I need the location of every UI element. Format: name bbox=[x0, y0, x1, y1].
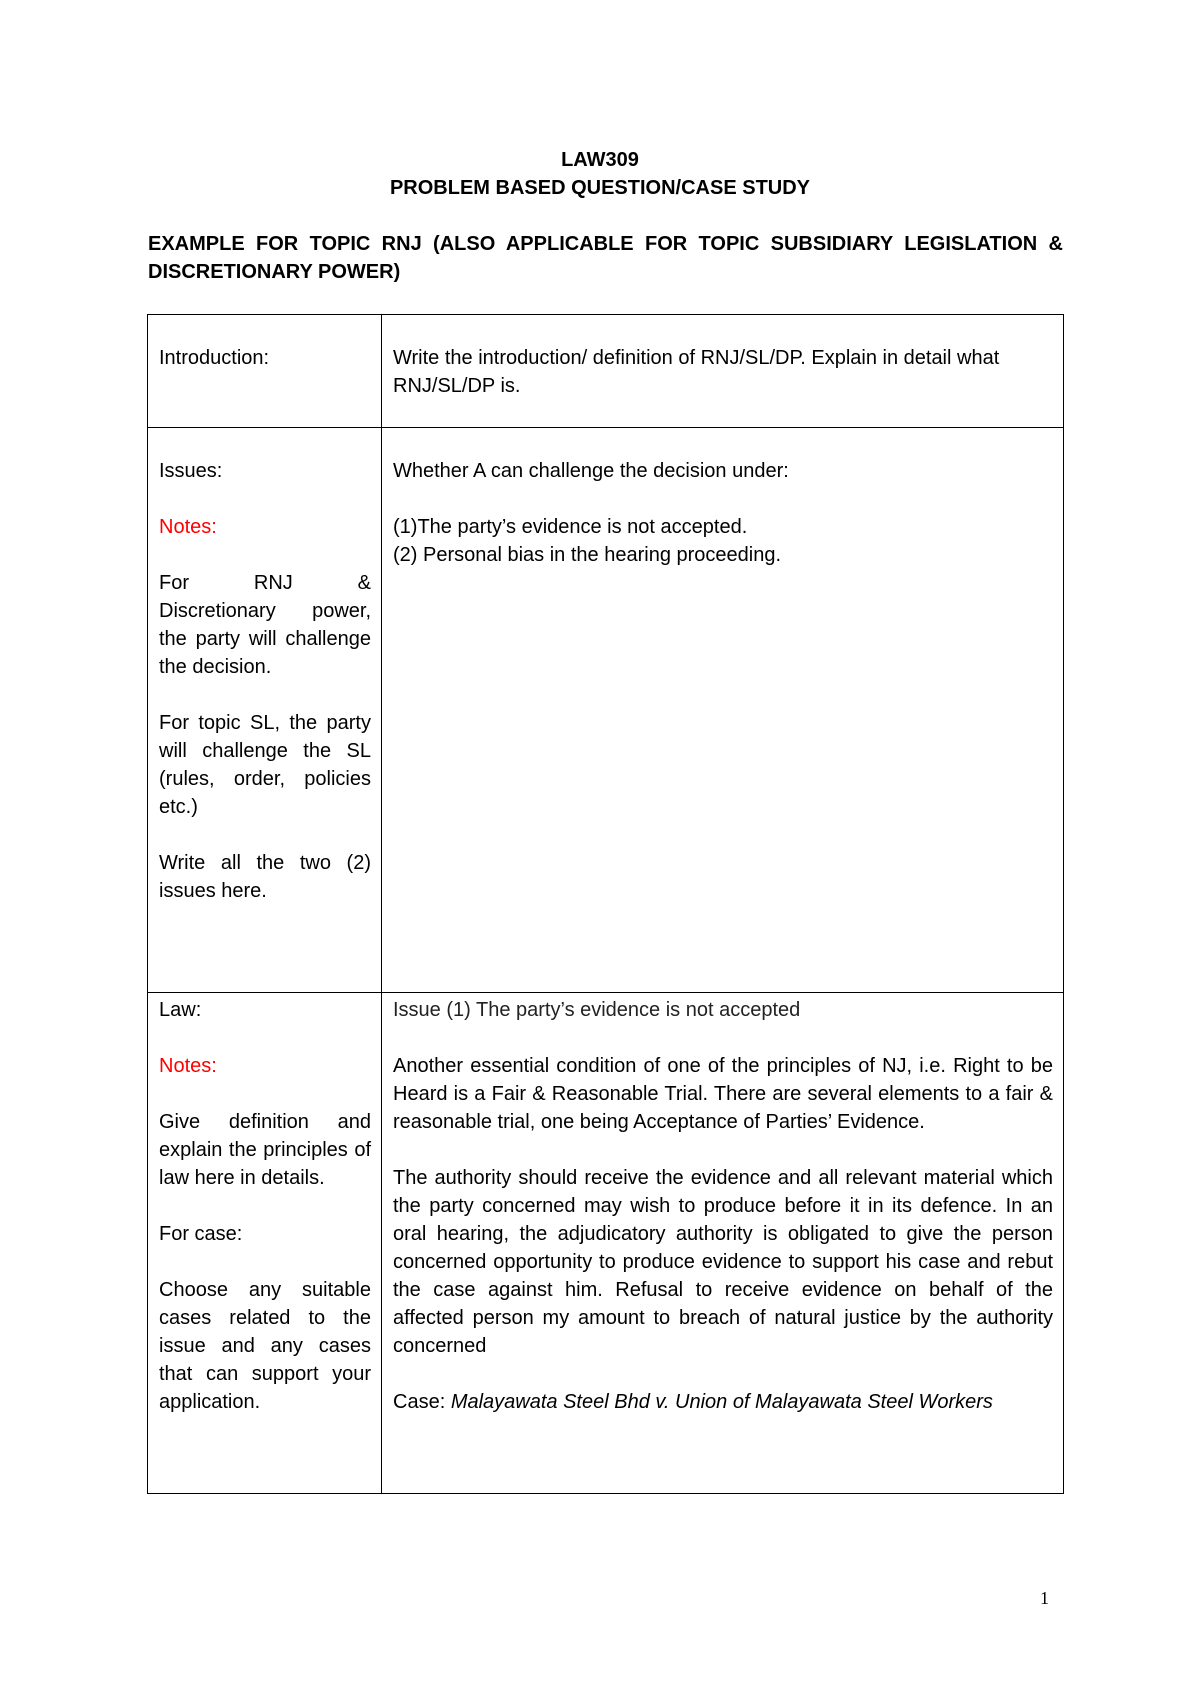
issues-label: Issues: bbox=[159, 460, 223, 482]
introduction-label: Introduction: bbox=[159, 347, 270, 369]
law-note-3: Choose any suitable cases related to the issue and any cases that can support your application. bbox=[159, 1279, 371, 1413]
issues-content-intro: Whether A can challenge the decision under: bbox=[393, 460, 789, 482]
introduction-content-cell bbox=[382, 315, 1064, 428]
law-content-cell bbox=[382, 993, 1064, 1494]
law-paragraph-2: The authority should receive the evidence and all relevant material which the party concerned may wish to produce before it in its defence. In an oral hearing, the adjudicatory authority is obligated to give the person concerned opportunity to produce evidence to support his case and rebut the case against him. Refusal to receive evidence on behalf of the affected person my amount to breach of natural justice by the authority concerned bbox=[393, 1167, 1053, 1357]
issues-notes-label: Notes: bbox=[159, 516, 217, 538]
table-row-law bbox=[148, 993, 1064, 1494]
law-label: Law: bbox=[159, 999, 202, 1021]
law-case-citation bbox=[393, 1388, 1053, 1416]
table-row-issues bbox=[148, 428, 1064, 993]
issues-note-2: For topic SL, the party will challenge the SL (rules, order, policies etc.) bbox=[159, 712, 371, 818]
law-issue-heading: Issue (1) The party’s evidence is not accepted bbox=[393, 999, 801, 1021]
example-heading: EXAMPLE FOR TOPIC RNJ (ALSO APPLICABLE FOR TOPIC SUBSIDIARY LEGISLATION & DISCRETIONARY POWER) bbox=[148, 233, 1063, 283]
issue-2: (2) Personal bias in the hearing proceeding. bbox=[393, 544, 782, 566]
law-notes-label: Notes: bbox=[159, 1055, 217, 1077]
page-number: 1 bbox=[1040, 1588, 1049, 1608]
law-paragraph-1: Another essential condition of one of the principles of NJ, i.e. Right to be Heard is a Fair & Reasonable Trial. There are several elements to a fair & reasonable trial, one being Acceptance of Parties’ Evidence. bbox=[393, 1055, 1053, 1133]
course-code: LAW309 bbox=[561, 149, 639, 171]
issues-note-3: Write all the two (2) issues here. bbox=[159, 852, 371, 902]
issues-note-1: For RNJ & Discretionary power, the party will challenge the decision. bbox=[159, 572, 371, 678]
issue-1: (1)The party’s evidence is not accepted. bbox=[393, 516, 748, 538]
law-note-2: For case: bbox=[159, 1223, 243, 1245]
table-row-introduction bbox=[148, 315, 1064, 428]
introduction-label-cell bbox=[148, 315, 382, 428]
issues-label-cell bbox=[148, 428, 382, 993]
law-note-1: Give definition and explain the principles of law here in details. bbox=[159, 1111, 371, 1189]
case-study-table bbox=[147, 314, 1064, 1494]
law-label-cell bbox=[148, 993, 382, 1494]
case-label: Case: bbox=[393, 1391, 446, 1413]
issues-content-cell bbox=[382, 428, 1064, 993]
document-subtitle: PROBLEM BASED QUESTION/CASE STUDY bbox=[389, 177, 811, 199]
page-title bbox=[0, 146, 1200, 202]
case-name: Malayawata Steel Bhd v. Union of Malayawata Steel Workers bbox=[450, 1391, 993, 1413]
introduction-content: Write the introduction/ definition of RNJ/SL/DP. Explain in detail what RNJ/SL/DP is. bbox=[393, 347, 1000, 397]
